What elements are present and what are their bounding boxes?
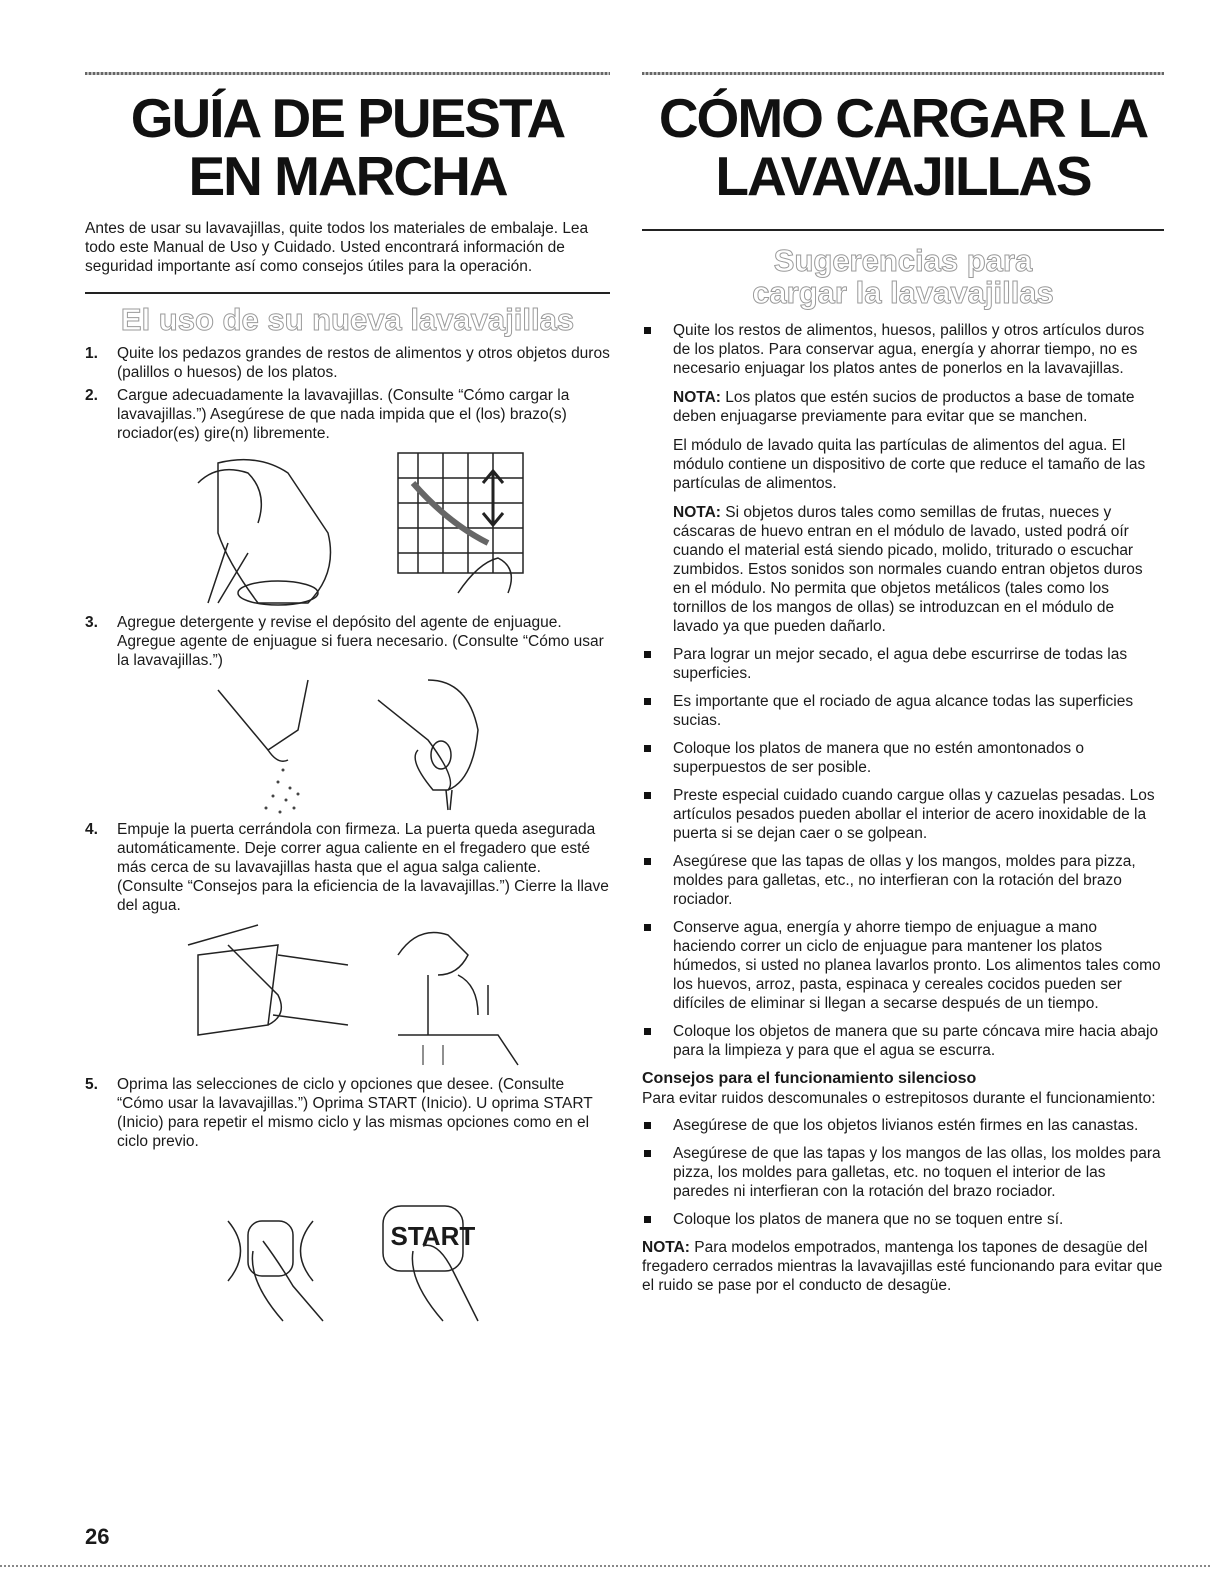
nota-3: NOTA: Para modelos empotrados, mantenga los tapones de desagüe del fregadero cerrados mientras la lavavajillas esté funcionando para evitar que el ruido se pase por el conducto de desagüe. xyxy=(642,1239,1163,1294)
loading-dishes-illustration xyxy=(158,443,538,613)
step-3: 3. Agregue detergente y revise el depósito del agente de enjuague. Agregue agente de enjuague si fuera necesario. (Consulte “Cómo usar la lavavajillas.”) xyxy=(85,614,604,669)
bottom-decorative-line xyxy=(0,1565,1211,1567)
divider-right xyxy=(642,229,1164,231)
start-button: START xyxy=(390,1221,476,1251)
list-item: Asegúrese que las tapas de ollas y los mangos, moldes para pizza, moldes para galletas, etc., no interfieran con la rotación del brazo rociador. xyxy=(642,852,1164,909)
list-item: Coloque los objetos de manera que su parte cóncava mire hacia abajo para la limpieza y para que el agua se escurra. xyxy=(642,1022,1164,1060)
step-1: 1. Quite los pedazos grandes de restos de alimentos y otros objetos duros (palillos o huesos) de los platos. xyxy=(85,345,610,381)
right-title: CÓMO CARGAR LA LAVAVAJILLAS xyxy=(658,87,1148,207)
quiet-operation-intro: Para evitar ruidos descomunales o estrepitosos durante el funcionamiento: xyxy=(642,1090,1156,1107)
step-4: 4. Empuje la puerta cerrándola con firmeza. La puerta queda asegurada automáticamente. Deje correr agua caliente en el fregadero que esté más cerca de su lavavajillas hasta que el agua salga caliente. (Consulte “Consejos para la eficiencia de la lavavajillas.”) Cierre la llave del agua. xyxy=(85,821,609,914)
control-panel-illustration xyxy=(158,1191,538,1331)
top-decorative-bar-right xyxy=(642,72,1164,75)
list-item: Quite los restos de alimentos, huesos, palillos y otros artículos duros de los platos. Para conservar agua, energía y ahorrar tiempo, no es necesario enjuagar los platos antes de ponerlos en la lavavajillas. NOTA: Los platos que estén sucios de productos a base de tomate deben enjuagarse previamente para evitar que se manchen. El módulo de lavado quita las partículas de alimentos del agua. El módulo contiene un dispositivo de corte que reduce el tamaño de las partículas de alimentos. NOTA: Si objetos duros tales como semillas de frutas, nueces y cáscaras de huevo entran en el módulo de lavado, usted podrá oír cuando el material está siendo picado, molido, triturado o escuchar zumbidos. Estos sonidos son normales cuando entran objetos duros en el módulo. No permita que objetos metálicos (tales como los tornillos de los mangos de ollas) se introduzcan en el módulo de lavado ya que pueden dañarlo. xyxy=(642,321,1164,636)
step-2: 2. Cargue adecuadamente la lavavajillas. (Consulte “Cómo cargar la lavavajillas.”) Asegúrese de que nada impida que el (los) brazo(s) rociador(es) gire(n) libremente. xyxy=(85,387,570,442)
module-text: El módulo de lavado quita las partículas de alimentos del agua. El módulo contiene un dispositivo de corte que reduce el tamaño de las partículas de alimentos. xyxy=(673,437,1146,492)
steps-list xyxy=(85,344,610,443)
left-intro: Antes de usar su lavavajillas, quite todos los materiales de embalaje. Lea todo este Manual de Uso y Cuidado. Usted encontrará información de seguridad importante así como consejos útiles para la operación. xyxy=(85,220,589,275)
list-item: Preste especial cuidado cuando cargue ollas y cazuelas pesadas. Los artículos pesados pueden abollar el interior de acero inoxidable de la puerta si se dejan caer o se golpean. xyxy=(642,786,1164,843)
step-5: 5. Oprima las selecciones de ciclo y opciones que desee. (Consulte “Cómo usar la lavavajillas.”) Oprima START (Inicio). U oprima START (Inicio) para repetir el mismo ciclo y las mismas opciones como en el ciclo previo. xyxy=(85,1076,593,1150)
list-item: Asegúrese de que los objetos livianos estén firmes en las canastas. xyxy=(642,1116,1164,1135)
top-decorative-bar xyxy=(85,72,610,75)
right-section-title: Sugerencias para cargar la lavavajillas xyxy=(752,243,1054,310)
list-item: Coloque los platos de manera que no se toquen entre sí. xyxy=(642,1210,1164,1229)
list-item: Conserve agua, energía y ahorre tiempo de enjuague a mano haciendo correr un ciclo de enjuague para mantener los platos húmedos, si usted no planea lavarlos pronto. Los alimentos tales como los huevos, arroz, pasta, espinaca y cereales cocidos pueden ser difíciles de eliminar si llegan a secarse después de un tiempo. xyxy=(642,918,1164,1013)
list-item: Coloque los platos de manera que no estén amontonados o superpuestos de ser posible. xyxy=(642,739,1164,777)
divider xyxy=(85,292,610,294)
left-section-title: El uso de su nueva lavavajillas xyxy=(120,302,575,337)
list-item: Es importante que el rociado de agua alcance todas las superficies sucias. xyxy=(642,692,1164,730)
left-title: GUÍA DE PUESTA EN MARCHA xyxy=(130,87,565,207)
list-item: Asegúrese de que las tapas y los mangos de las ollas, los moldes para pizza, los moldes para galletas, etc. no toquen el interior de las paredes ni interfieran con la rotación del brazo rociador. xyxy=(642,1144,1164,1201)
detergent-illustration xyxy=(158,670,538,820)
nota-2: NOTA: Si objetos duros tales como semillas de frutas, nueces y cáscaras de huevo entran en el módulo de lavado, usted podrá oír cuando el material está siendo picado, molido, triturado o escuchar zumbidos. Estos sonidos son normales cuando entran objetos duros en el módulo. No permita que objetos metálicos (tales como los tornillos de los mangos de ollas) se introduzcan en el módulo de lavado ya que pueden dañarlo. xyxy=(673,504,1143,635)
loading-tips-list xyxy=(642,321,1164,1060)
left-column xyxy=(85,72,610,1331)
right-column xyxy=(642,72,1164,1303)
page-number: 26 xyxy=(85,1524,110,1549)
nota-1: NOTA: Los platos que estén sucios de productos a base de tomate deben enjuagarse previamente para evitar que se manchen. xyxy=(673,389,1135,425)
quiet-operation-heading: Consejos para el funcionamiento silencioso xyxy=(642,1070,977,1087)
door-and-faucet-illustration xyxy=(158,915,538,1075)
list-item: Para lograr un mejor secado, el agua debe escurrirse de todas las superficies. xyxy=(642,645,1164,683)
quiet-tips-list xyxy=(642,1116,1164,1229)
